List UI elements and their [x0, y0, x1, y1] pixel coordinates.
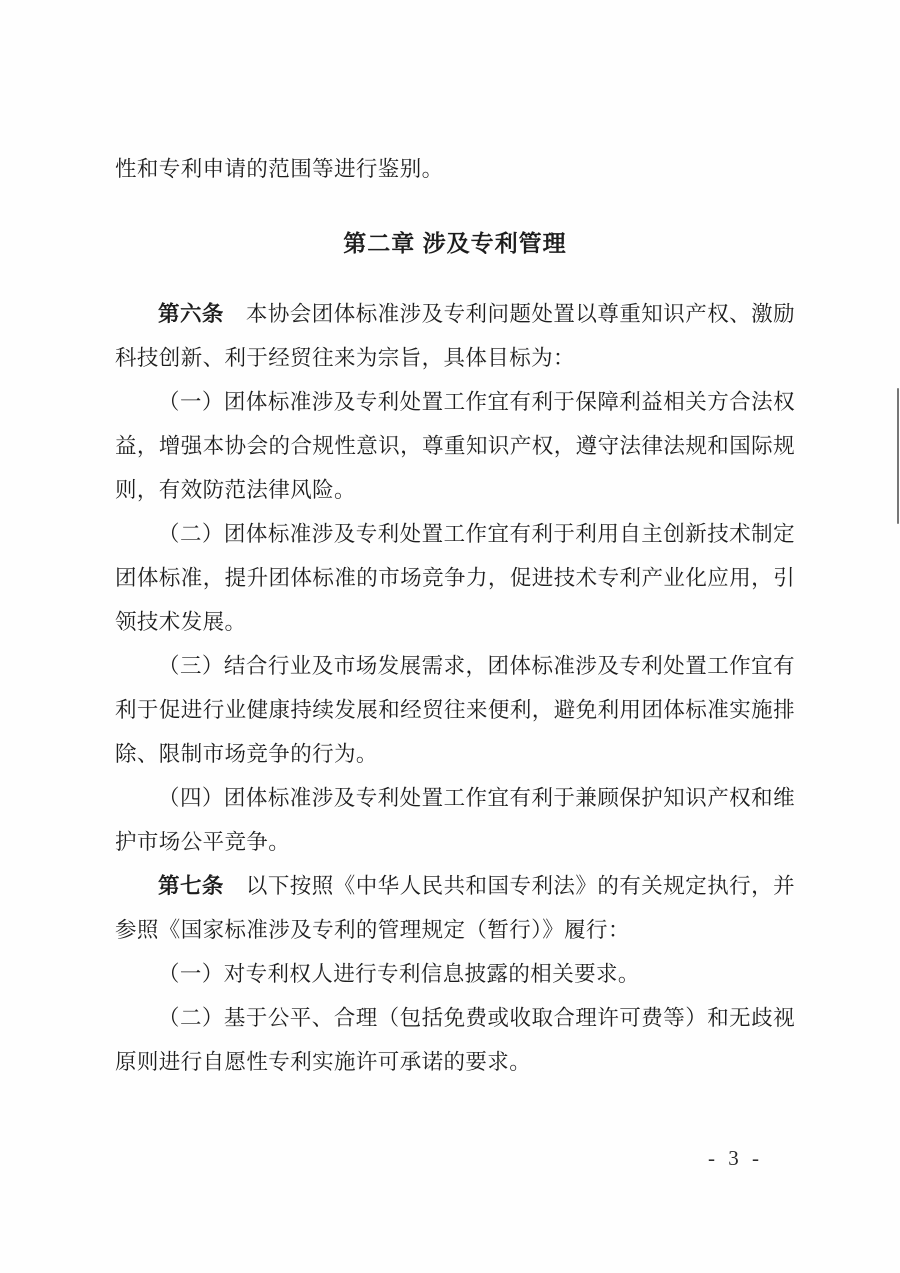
article-6-item-1-text: （一）团体标准涉及专利处置工作宜有利于保障利益相关方合法权益，增强本协会的合规性意识，尊重知识产权，遵守法律法规和国际规则，有效防范法律风险。	[115, 390, 795, 502]
page-number: - 3 -	[708, 1146, 763, 1170]
article-6-item-1	[115, 380, 795, 512]
continuation-paragraph: 性和专利申请的范围等进行鉴别。	[115, 157, 444, 181]
article-7-item-2-text: （二）基于公平、合理（包括免费或收取合理许可费等）和无歧视原则进行自愿性专利实施许可承诺的要求。	[115, 1006, 795, 1074]
article-6-item-4-text: （四）团体标准涉及专利处置工作宜有利于兼顾保护知识产权和维护市场公平竞争。	[115, 786, 795, 854]
article-6-text: 本协会团体标准涉及专利问题处置以尊重知识产权、激励科技创新、利于经贸往来为宗旨，具体目标为：	[115, 302, 795, 370]
article-7-number: 第七条	[158, 874, 224, 898]
chapter-heading: 第二章 涉及专利管理	[343, 230, 567, 256]
article-6-item-3	[115, 644, 795, 776]
article-7-item-1	[115, 952, 795, 996]
article-6-item-2	[115, 512, 795, 644]
scan-artifact-line	[897, 388, 899, 524]
article-6-item-2-text: （二）团体标准涉及专利处置工作宜有利于利用自主创新技术制定团体标准，提升团体标准的市场竞争力，促进技术专利产业化应用，引领技术发展。	[115, 522, 795, 634]
article-7-paragraph	[115, 864, 795, 952]
article-6-paragraph	[115, 292, 795, 380]
document-body	[115, 147, 795, 1084]
article-7-text: 以下按照《中华人民共和国专利法》的有关规定执行，并参照《国家标准涉及专利的管理规定（暂行）》履行：	[115, 874, 795, 942]
article-7-item-1-text: （一）对专利权人进行专利信息披露的相关要求。	[158, 962, 640, 986]
article-7-item-2	[115, 996, 795, 1084]
article-6-number: 第六条	[158, 302, 224, 326]
article-6-item-4	[115, 776, 795, 864]
article-6-item-3-text: （三）结合行业及市场发展需求，团体标准涉及专利处置工作宜有利于促进行业健康持续发展和经贸往来便利，避免利用团体标准实施排除、限制市场竞争的行为。	[115, 654, 795, 766]
